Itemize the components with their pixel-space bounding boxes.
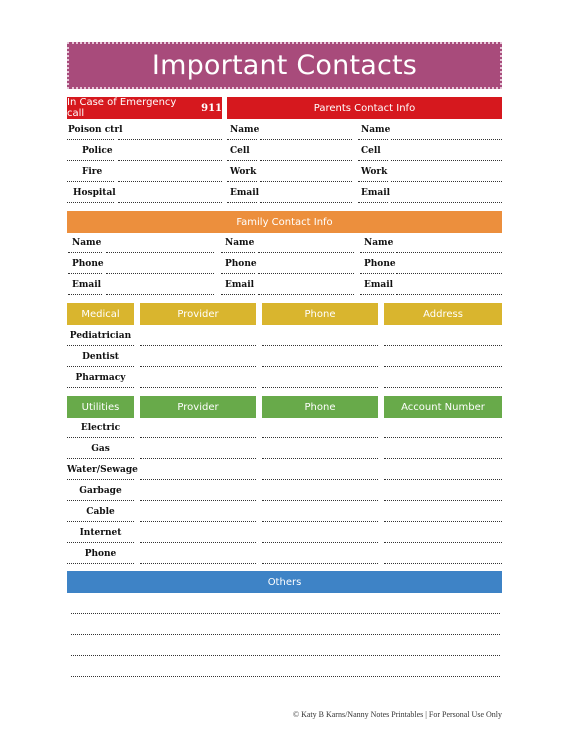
utilities-header-label: Utilities — [81, 401, 120, 413]
extra-line[interactable] — [384, 563, 502, 564]
provider-line[interactable] — [140, 521, 256, 522]
family-value-line[interactable] — [396, 273, 502, 274]
row-label-line[interactable] — [67, 500, 134, 501]
field-label: Internet — [79, 528, 122, 538]
extra-line[interactable] — [384, 521, 502, 522]
family-value-line[interactable] — [258, 273, 354, 274]
others-line[interactable] — [71, 676, 500, 677]
parent2-label-line[interactable] — [358, 139, 388, 140]
field-label: Work — [361, 167, 388, 177]
parent1-label-line[interactable] — [227, 202, 257, 203]
extra-line[interactable] — [384, 437, 502, 438]
phone-line[interactable] — [262, 542, 378, 543]
field-label: Cable — [86, 507, 115, 517]
row-label-line[interactable] — [67, 345, 134, 346]
parent2-value-line[interactable] — [391, 139, 502, 140]
provider-line[interactable] — [140, 437, 256, 438]
others-header — [67, 571, 502, 593]
field-label: Cell — [361, 146, 381, 156]
utilities-account-label: Account Number — [401, 401, 485, 413]
family-label-line[interactable] — [68, 294, 102, 295]
field-label: Electric — [80, 423, 121, 433]
medical-provider-label: Provider — [177, 308, 219, 320]
medical-provider-header — [140, 303, 256, 325]
field-label: Email — [225, 280, 255, 290]
family-label-line[interactable] — [221, 252, 255, 253]
phone-line[interactable] — [262, 387, 378, 388]
row-label-line[interactable] — [67, 437, 134, 438]
medical-header-label: Medical — [81, 308, 120, 320]
field-label: Police — [82, 146, 113, 156]
row-label-line[interactable] — [67, 479, 134, 480]
others-line[interactable] — [71, 634, 500, 635]
phone-line[interactable] — [262, 458, 378, 459]
field-label: Email — [361, 188, 391, 198]
others-header-label: Others — [267, 576, 302, 588]
field-label: Poison ctrl — [68, 125, 123, 135]
emergency-value-line[interactable] — [118, 160, 222, 161]
provider-line[interactable] — [140, 366, 256, 367]
extra-line[interactable] — [384, 387, 502, 388]
field-label: Name — [364, 238, 394, 248]
provider-line[interactable] — [140, 479, 256, 480]
medical-phone-label: Phone — [304, 308, 336, 320]
field-label: Hospital — [73, 188, 116, 198]
emergency-header — [67, 97, 222, 119]
family-value-line[interactable] — [106, 252, 214, 253]
row-label-line[interactable] — [67, 521, 134, 522]
medical-address-label: Address — [423, 308, 463, 320]
emergency-number: 911 — [201, 102, 222, 114]
family-header-label: Family Contact Info — [236, 216, 333, 228]
medical-address-header — [384, 303, 502, 325]
family-label-line[interactable] — [68, 252, 102, 253]
others-line[interactable] — [71, 655, 500, 656]
extra-line[interactable] — [384, 542, 502, 543]
phone-line[interactable] — [262, 366, 378, 367]
family-label-line[interactable] — [360, 294, 394, 295]
field-label: Email — [72, 280, 102, 290]
title-banner — [67, 42, 502, 89]
family-value-line[interactable] — [396, 252, 502, 253]
parent2-label-line[interactable] — [358, 202, 388, 203]
parent1-label-line[interactable] — [227, 139, 257, 140]
family-value-line[interactable] — [106, 273, 214, 274]
parent2-value-line[interactable] — [391, 202, 502, 203]
field-label: Garbage — [79, 486, 122, 496]
family-value-line[interactable] — [396, 294, 502, 295]
field-label: Phone — [84, 549, 117, 559]
utilities-provider-header — [140, 396, 256, 418]
emergency-value-line[interactable] — [118, 202, 222, 203]
emergency-label-line[interactable] — [67, 181, 114, 182]
extra-line[interactable] — [384, 366, 502, 367]
phone-line[interactable] — [262, 563, 378, 564]
field-label: Phone — [364, 259, 396, 269]
family-label-line[interactable] — [360, 252, 394, 253]
parent1-value-line[interactable] — [260, 160, 352, 161]
family-value-line[interactable] — [258, 252, 354, 253]
phone-line[interactable] — [262, 437, 378, 438]
medical-phone-header — [262, 303, 378, 325]
parent2-value-line[interactable] — [391, 181, 502, 182]
extra-line[interactable] — [384, 345, 502, 346]
family-label-line[interactable] — [221, 294, 255, 295]
row-label-line[interactable] — [67, 387, 134, 388]
field-label: Email — [230, 188, 260, 198]
family-label-line[interactable] — [221, 273, 255, 274]
field-label: Pediatrician — [69, 331, 132, 341]
field-label: Cell — [230, 146, 250, 156]
utilities-provider-label: Provider — [177, 401, 219, 413]
row-label-line[interactable] — [67, 458, 134, 459]
parent1-value-line[interactable] — [260, 139, 352, 140]
parents-header — [227, 97, 502, 119]
extra-line[interactable] — [384, 458, 502, 459]
parent1-label-line[interactable] — [227, 160, 257, 161]
field-label: Name — [72, 238, 102, 248]
provider-line[interactable] — [140, 345, 256, 346]
field-label: Gas — [91, 444, 110, 454]
field-label: Name — [230, 125, 260, 135]
utilities-header — [67, 396, 134, 418]
parent1-value-line[interactable] — [260, 181, 352, 182]
field-label: Name — [361, 125, 391, 135]
parent2-label-line[interactable] — [358, 160, 388, 161]
parent1-value-line[interactable] — [260, 202, 352, 203]
field-label: Water/Sewage — [67, 465, 138, 475]
field-label: Fire — [82, 167, 103, 177]
medical-header — [67, 303, 134, 325]
utilities-phone-label: Phone — [304, 401, 336, 413]
family-label-line[interactable] — [68, 273, 102, 274]
emergency-label-line[interactable] — [67, 139, 114, 140]
provider-line[interactable] — [140, 458, 256, 459]
emergency-header-label: In Case of Emergency call — [67, 97, 177, 119]
emergency-label-line[interactable] — [67, 202, 114, 203]
field-label: Work — [230, 167, 257, 177]
field-label: Dentist — [82, 352, 119, 362]
row-label-line[interactable] — [67, 563, 134, 564]
utilities-phone-header — [262, 396, 378, 418]
family-header — [67, 211, 502, 233]
field-label: Pharmacy — [75, 373, 126, 383]
phone-line[interactable] — [262, 521, 378, 522]
page-title: Important Contacts — [151, 50, 418, 81]
phone-line[interactable] — [262, 479, 378, 480]
provider-line[interactable] — [140, 563, 256, 564]
footer-credit: © Katy B Karns/Nanny Notes Printables | For Personal Use Only — [293, 710, 502, 719]
parent2-label-line[interactable] — [358, 181, 388, 182]
extra-line[interactable] — [384, 500, 502, 501]
field-label: Email — [364, 280, 394, 290]
field-label: Name — [225, 238, 255, 248]
emergency-label-line[interactable] — [67, 160, 114, 161]
utilities-account-header — [384, 396, 502, 418]
phone-line[interactable] — [262, 500, 378, 501]
field-label: Phone — [225, 259, 257, 269]
field-label: Phone — [72, 259, 104, 269]
provider-line[interactable] — [140, 500, 256, 501]
family-value-line[interactable] — [106, 294, 214, 295]
provider-line[interactable] — [140, 542, 256, 543]
provider-line[interactable] — [140, 387, 256, 388]
extra-line[interactable] — [384, 479, 502, 480]
others-line[interactable] — [71, 613, 500, 614]
family-value-line[interactable] — [258, 294, 354, 295]
parents-header-label: Parents Contact Info — [313, 102, 416, 114]
emergency-value-line[interactable] — [118, 139, 222, 140]
row-label-line[interactable] — [67, 542, 134, 543]
phone-line[interactable] — [262, 345, 378, 346]
parent2-value-line[interactable] — [391, 160, 502, 161]
row-label-line[interactable] — [67, 366, 134, 367]
emergency-value-line[interactable] — [118, 181, 222, 182]
parent1-label-line[interactable] — [227, 181, 257, 182]
family-label-line[interactable] — [360, 273, 394, 274]
